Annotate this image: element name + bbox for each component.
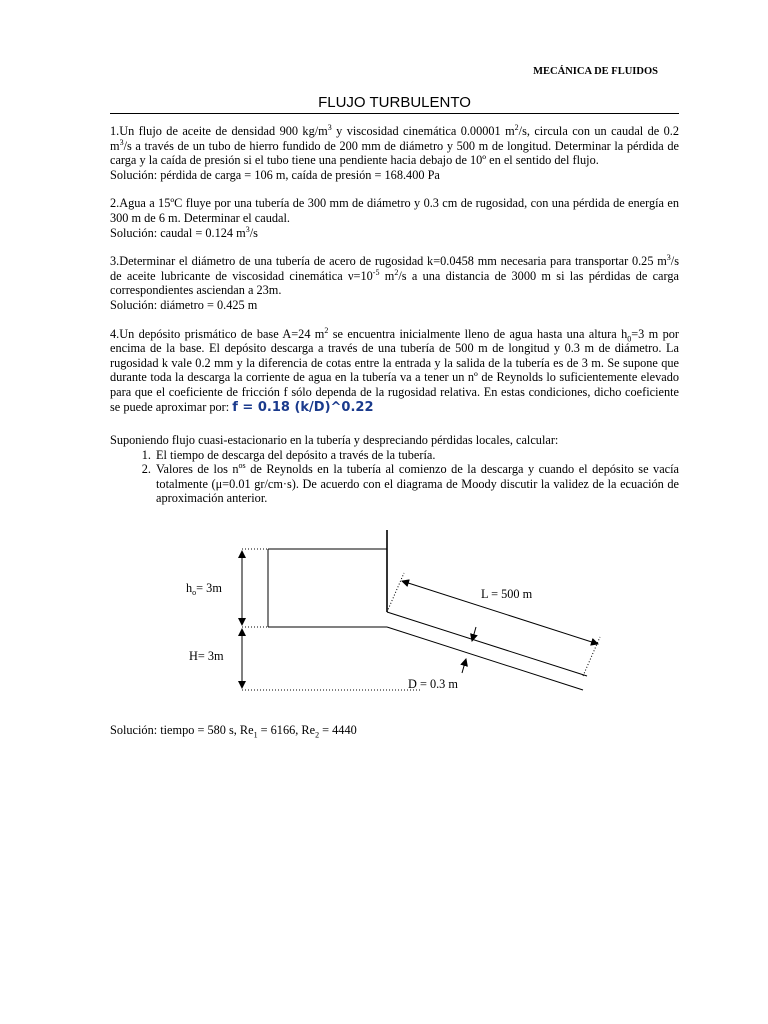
list-item: 2. Valores de los $n^{os}$ de Reynolds en la tubería al comienzo de la descarga y cuando el depósito se vacía totalmente (μ=0.01 gr/cm·s). De acuerdo con el diagrama de Moody discutir la validez de la ecuación de aproximación anterior. [154,462,679,506]
label-D: D = 0.3 m [408,677,458,691]
problem-4-intro: Suponiendo flujo cuasi-estacionario en la tubería y despreciando pérdidas locales, calcular: [110,433,559,448]
problem-1: 1.Un flujo de aceite de densidad 900 $kg/m^3$ y viscosidad cinemática 0.00001 $m^2/s$, circula con un caudal de 0.2 $m^3/s$ a través de un tubo de hierro fundido de 200 mm de diámetro y 500 m de longitud. Determinar la pérdida de carga y la caída de presión si el tubo tiene una pendiente hacia debajo de 10º en el sentido del flujo. [110,122,680,168]
D-arrow-top [472,627,476,641]
pipe-upper-wall [387,612,587,676]
list-item: 1. El tiempo de descarga del depósito a través de la tubería. [154,448,679,463]
problem-3: 3.Determinar el diámetro de una tubería de acero de rugosidad k=0.0458 mm necesaria para transportar 0.25 $m^3/s$ de aceite lubricante de viscosidad cinemática $\nu=10^{-5}$ $m^2/s$ a una distancia de 3000 m si las pérdidas de carga correspondientes asciendan a 23m. [110,253,679,298]
problem-2-solution: Solución: caudal = 0.124 $m^3/s$ [110,224,258,240]
problem-2: 2.Agua a 15ºC fluye por una tubería de 300 mm de diámetro y 0.3 cm de rugosidad, con una pérdida de energía en 300 m de 6 m. Determinar el caudal. [110,196,679,225]
course-header: MECÁNICA DE FLUIDOS [533,66,658,77]
final-solution: Solución: tiempo = 580 s, $Re_1 = 6166$, $Re_2 = 4440$ [110,723,357,740]
problem-4: 4.Un depósito prismático de base A=24 $m^2$ se encuentra inicialmente lleno de agua hasta una altura $h_0=3$ m por encima de la base. El depósito descarga a través de una tubería de 500 m de longitud y 0.3 m de diámetro. La rugosidad k vale 0.2 mm y la diferencia de cotas entre la entrada y la salida de la tubería es de 3 m. Se supone que durante toda la descarga la corriente de agua en la tubería va a tener un nº de Reynolds lo suficientemente elevado para que el coeficiente de fricción f sólo dependa de la rugosidad relativa. En estas condiciones, dicho coeficiente se puede aproximar por: f = 0.18 (k/D)^0.22 [110,325,679,415]
label-L: L = 500 m [481,587,533,601]
problem-1-solution: Solución: pérdida de carga = 106 m, caída de presión = 168.400 Pa [110,167,440,182]
problem-3-solution: Solución: diámetro = 0.425 m [110,297,258,312]
page-title: FLUJO TURBULENTO [318,94,471,111]
label-h0: $h_o= 3m$ [186,581,222,597]
friction-formula: f = 0.18 (k/D)^0.22 [232,399,374,415]
label-H: H= 3m [189,649,224,663]
D-arrow-bottom [462,659,466,673]
